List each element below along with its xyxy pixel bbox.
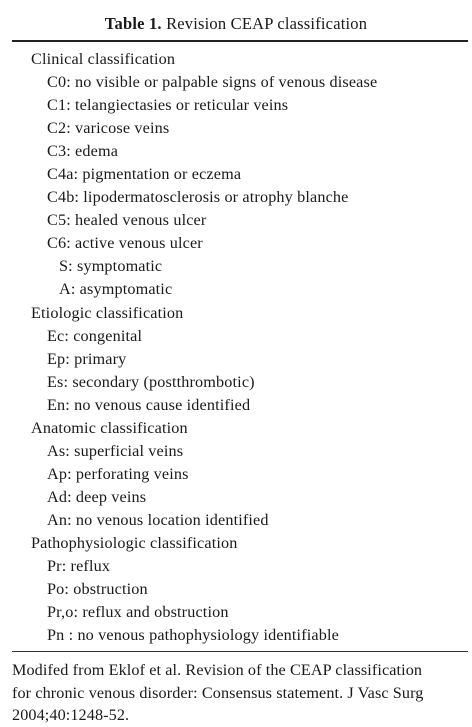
class-item: C3: edema [47,142,119,161]
class-item: Pn : no venous pathophysiology identifiable [47,626,339,645]
bottom-rule [12,651,468,652]
top-rule [12,40,468,42]
class-item: C5: healed venous ulcer [47,211,207,230]
class-item: C0: no visible or palpable signs of venous disease [47,73,378,92]
table-title [0,14,472,34]
subclass-item: S: symptomatic [59,257,163,276]
class-item: Ec: congenital [47,326,143,345]
footnote-line: for chronic venous disorder: Consensus statement. J Vasc Surg [12,683,424,702]
class-item: Ad: deep veins [47,487,147,506]
class-item: C4a: pigmentation or eczema [47,165,242,184]
category-heading: Etiologic classification [31,303,184,322]
class-item: C1: telangiectasies or reticular veins [47,96,289,115]
classification-list [0,48,472,647]
class-item: Pr: reflux [47,557,111,576]
table-title-text: Revision CEAP classification [166,14,368,33]
class-item: Po: obstruction [47,580,148,599]
category-heading: Clinical classification [31,50,176,68]
class-item: C6: active venous ulcer [47,234,203,253]
class-item: C2: varicose veins [47,119,170,138]
subclass-item: A: asymptomatic [59,280,173,299]
class-item: Ep: primary [47,349,127,368]
class-item: Pr,o: reflux and obstruction [47,603,229,622]
footnote-line: Modifed from Eklof et al. Revision of the CEAP classification [12,661,423,679]
class-item: En: no venous cause identified [47,395,251,414]
class-item: Es: secondary (postthrombotic) [47,372,255,391]
class-item: As: superficial veins [47,441,184,460]
category-heading: Anatomic classification [31,418,188,437]
footnote-line: 2004;40:1248-52. [12,706,130,724]
class-item: An: no venous location identified [47,510,269,529]
table-label: Table 1. [104,14,162,33]
footnote [12,659,472,727]
class-item: Ap: perforating veins [47,464,189,483]
category-heading: Pathophysiologic classification [31,533,238,552]
class-item: C4b: lipodermatosclerosis or atrophy blanche [47,188,349,207]
